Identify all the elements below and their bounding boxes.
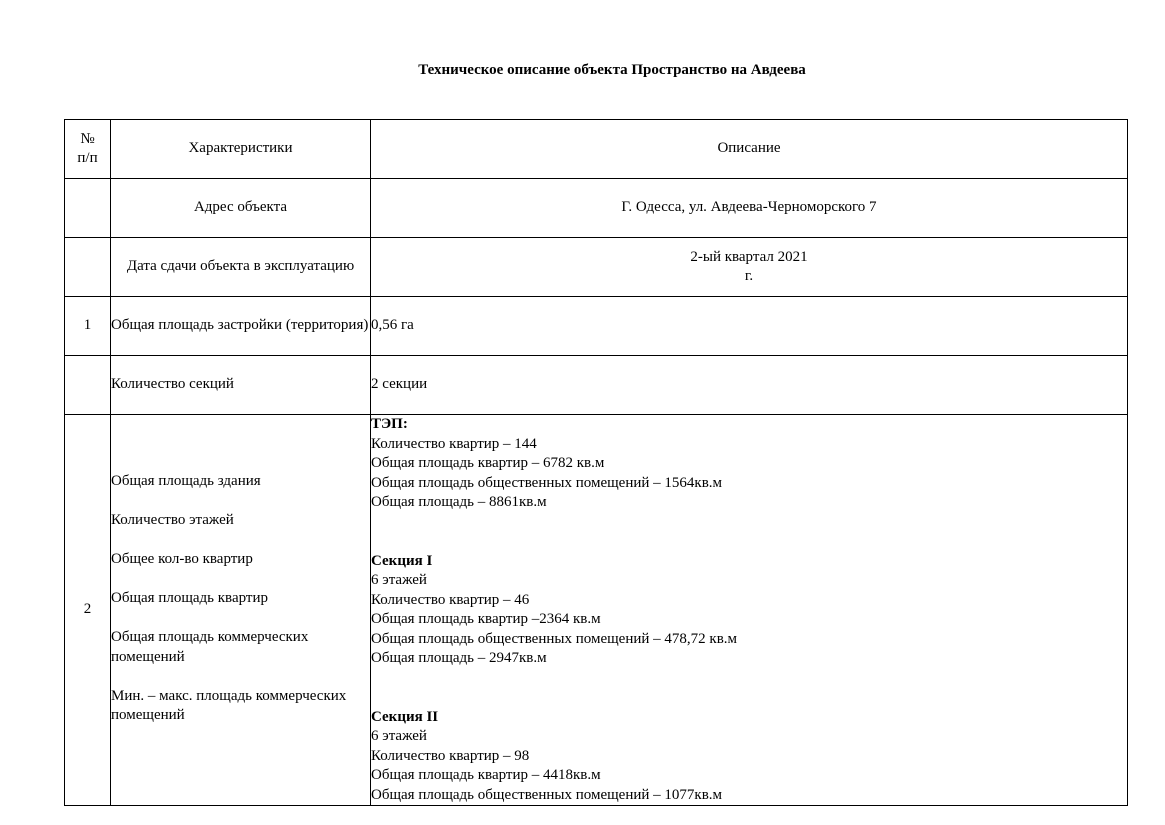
table-row — [65, 415, 1128, 806]
header-num-cell — [65, 120, 111, 179]
characteristic-item: Общая площадь коммерческих помещений — [111, 629, 309, 665]
row-characteristics-list — [111, 415, 371, 806]
row-description — [371, 415, 1128, 806]
characteristic-item: Количество этажей — [111, 512, 234, 529]
table-header-row — [65, 120, 1128, 179]
tep-line: Общая площадь общественных помещений – 1564кв.м — [371, 474, 723, 491]
row-characteristic: Количество секций — [111, 356, 371, 415]
row-num: 1 — [65, 297, 111, 356]
section-1-line: Общая площадь квартир –2364 кв.м — [371, 611, 601, 627]
row-characteristic: Дата сдачи объекта в эксплуатацию — [111, 238, 371, 297]
spec-table — [64, 119, 1128, 806]
row-description: 2 секции — [371, 356, 1128, 415]
row-description-line: г. — [744, 268, 754, 284]
row-description — [371, 238, 1128, 297]
row-description-line: 2-ый квартал 2021 — [690, 248, 808, 265]
row-num — [65, 356, 111, 415]
characteristic-item: Общее кол-во квартир — [111, 551, 253, 568]
table-row — [65, 238, 1128, 297]
header-num-symbol: № — [80, 130, 95, 147]
characteristic-item: Мин. – макс. площадь коммерческих помещений — [111, 687, 347, 724]
tep-title: ТЭП: — [371, 416, 408, 432]
characteristic-item: Общая площадь квартир — [111, 590, 268, 607]
table-row — [65, 356, 1128, 415]
page-title: Техническое описание объекта Пространство на Авдеева — [418, 62, 806, 78]
row-description: 0,56 га — [371, 297, 1128, 356]
header-description: Описание — [371, 120, 1128, 179]
header-characteristics: Характеристики — [111, 120, 371, 179]
tep-line: Общая площадь квартир – 6782 кв.м — [371, 455, 605, 471]
section-2-line: Количество квартир – 98 — [371, 747, 530, 764]
tep-line: Количество квартир – 144 — [371, 435, 537, 452]
row-description: Г. Одесса, ул. Авдеева-Черноморского 7 — [371, 179, 1128, 238]
header-num-abbr: п/п — [77, 150, 98, 166]
row-num: 2 — [65, 415, 111, 806]
section-1-line: Общая площадь общественных помещений – 478,72 кв.м — [371, 630, 738, 647]
characteristic-item: Общая площадь здания — [111, 473, 261, 490]
section-2-title: Секция II — [371, 708, 439, 725]
table-row — [65, 179, 1128, 238]
section-1-line: 6 этажей — [371, 572, 427, 588]
section-2-line: 6 этажей — [371, 728, 427, 744]
section-2-line: Общая площадь общественных помещений – 1077кв.м — [371, 786, 723, 803]
row-characteristic: Адрес объекта — [111, 179, 371, 238]
row-num — [65, 179, 111, 238]
row-characteristic: Общая площадь застройки (территория) — [111, 297, 371, 356]
section-2-line: Общая площадь квартир – 4418кв.м — [371, 767, 601, 783]
table-row — [65, 297, 1128, 356]
section-1-line: Количество квартир – 46 — [371, 591, 530, 608]
row-num — [65, 238, 111, 297]
section-1-title: Секция I — [371, 552, 433, 569]
section-1-line: Общая площадь – 2947кв.м — [371, 650, 547, 666]
tep-line: Общая площадь – 8861кв.м — [371, 494, 547, 510]
